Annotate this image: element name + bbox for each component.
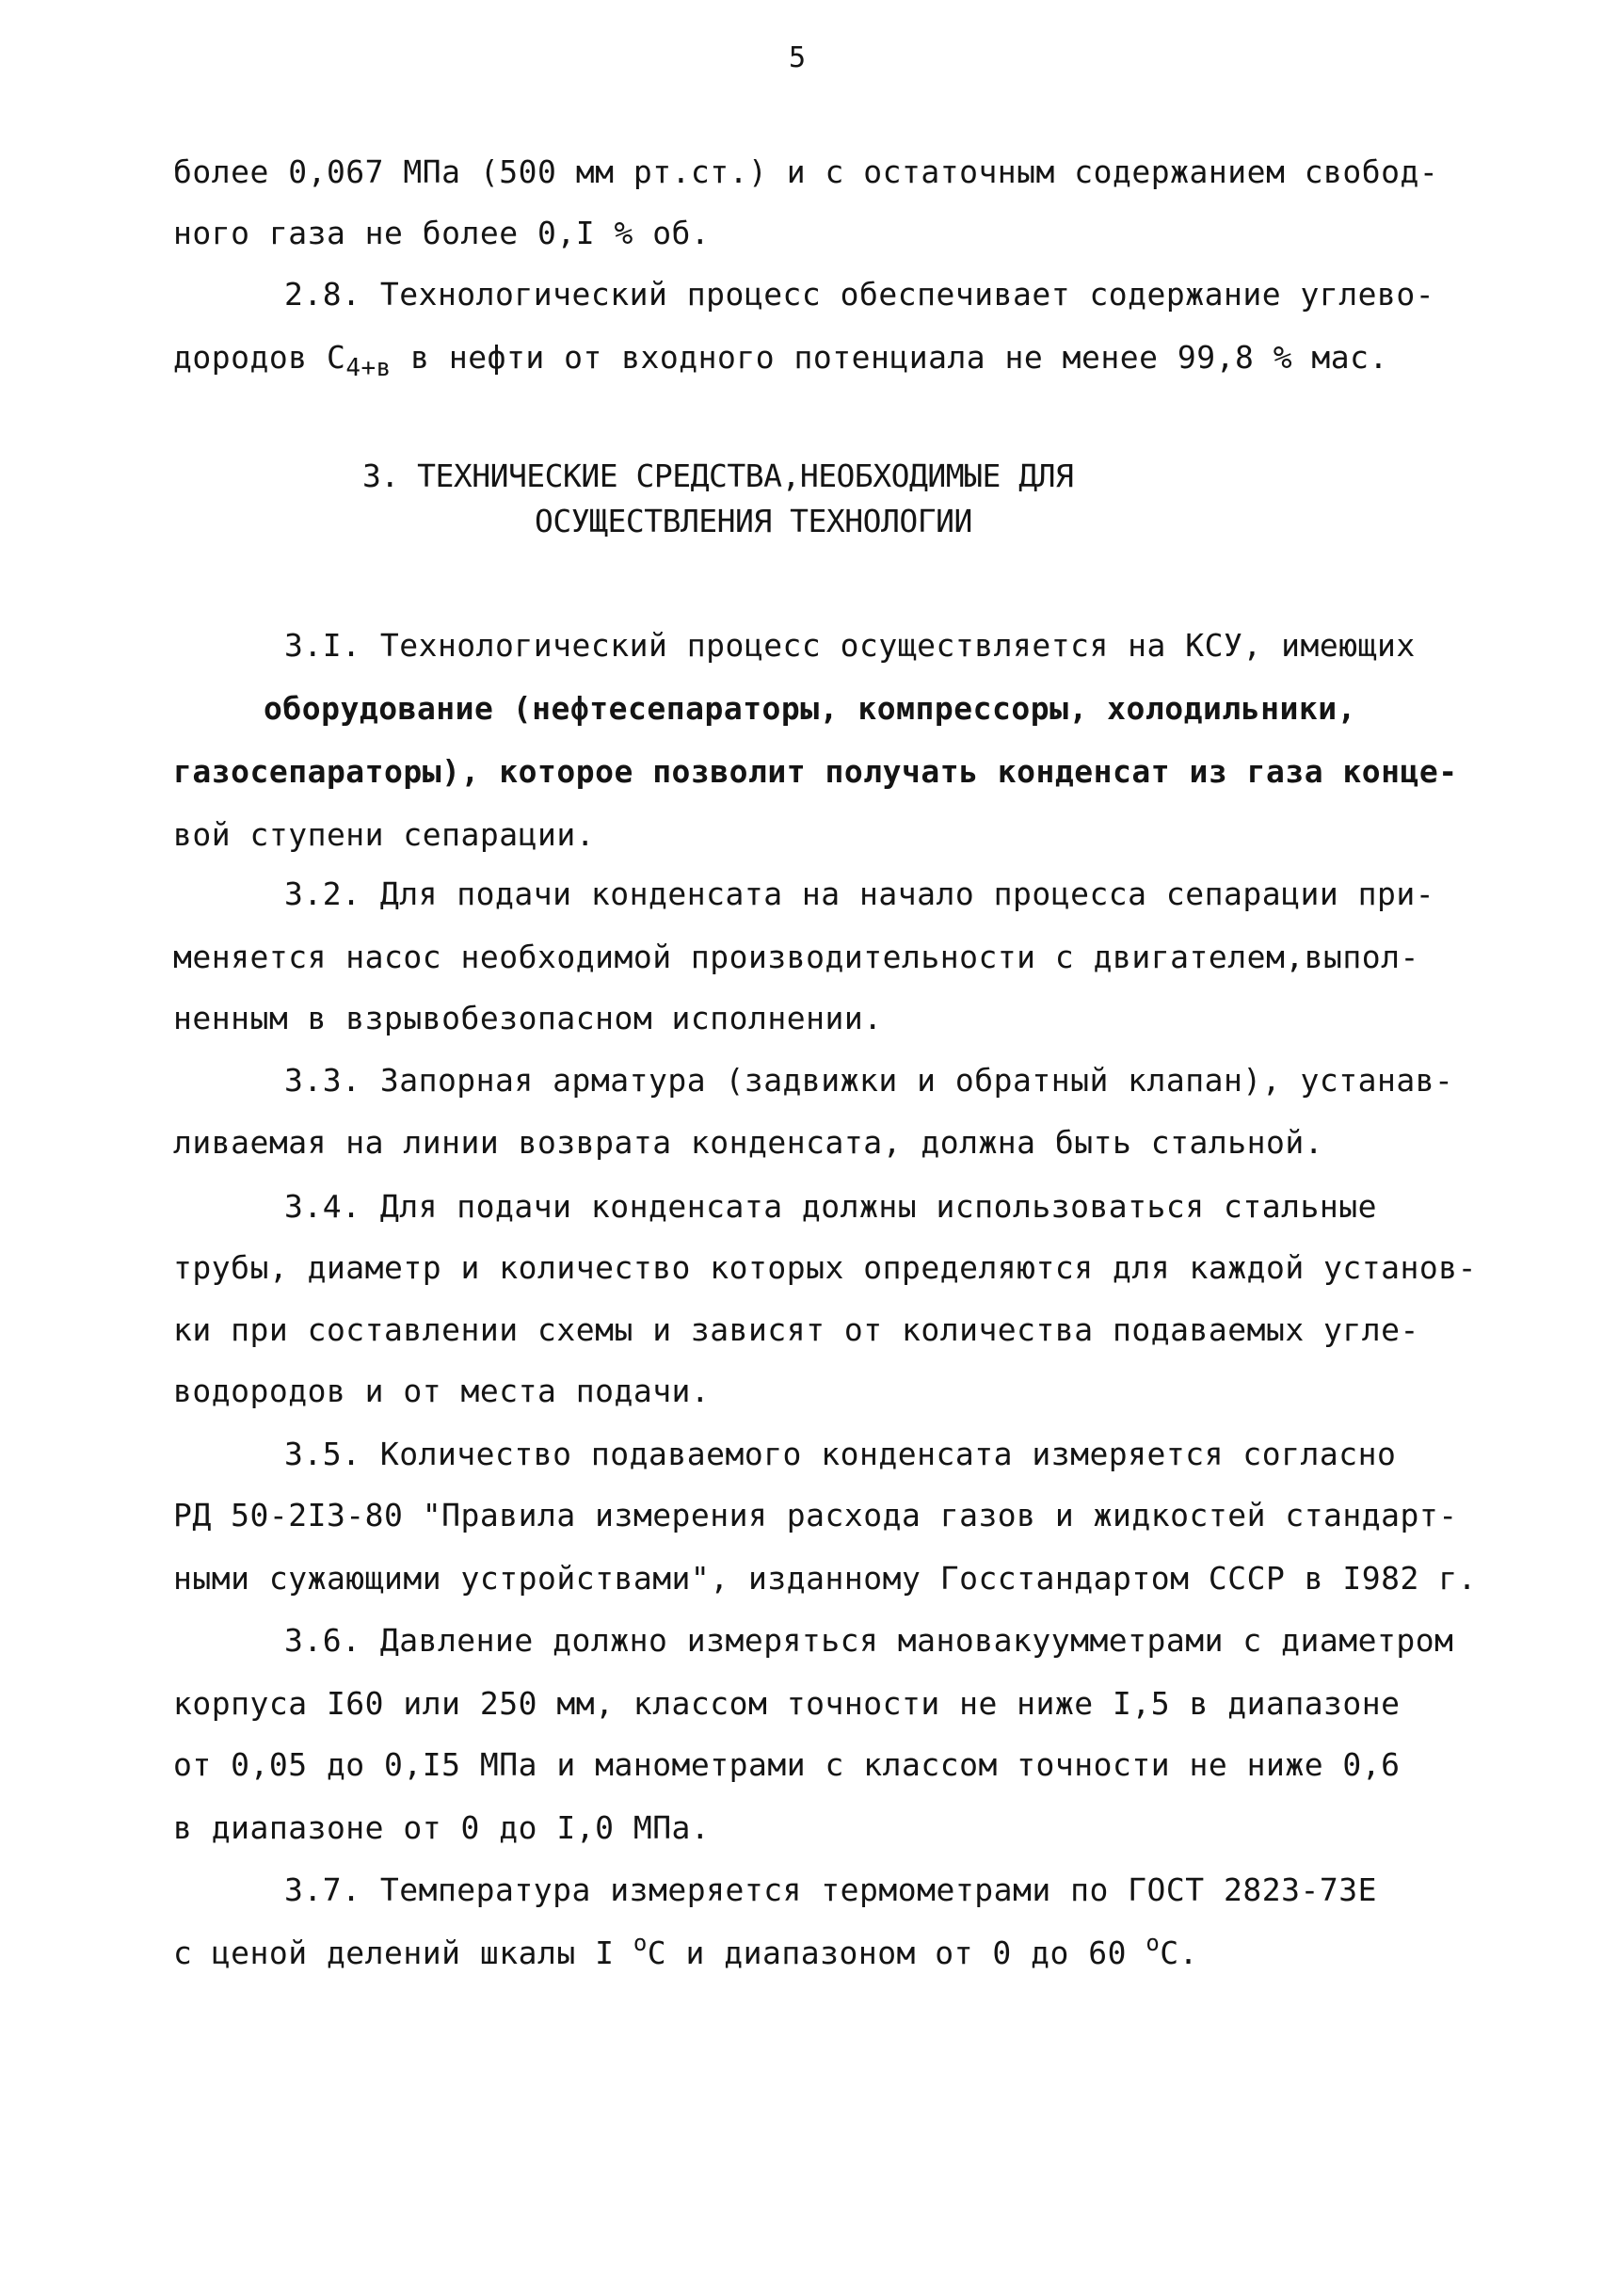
paragraph-line: 2.8. Технологический процесс обеспечивает содержание углево- bbox=[284, 276, 1435, 313]
degree-superscript: о bbox=[633, 1930, 648, 1956]
paragraph-line: оборудование (нефтесепараторы, компрессоры, холодильники, bbox=[264, 690, 1356, 727]
paragraph-line: 3.4. Для подачи конденсата должны использоваться стальные bbox=[284, 1188, 1377, 1225]
paragraph-line: от 0,05 до 0,I5 МПа и манометрами с классом точности не ниже 0,6 bbox=[173, 1746, 1401, 1783]
paragraph-line: 3.2. Для подачи конденсата на начало процесса сепарации при- bbox=[284, 875, 1435, 912]
section-heading: 3. ТЕХНИЧЕСКИЕ СРЕДСТВА,НЕОБХОДИМЫЕ ДЛЯ bbox=[362, 458, 1074, 494]
paragraph-line: 3.3. Запорная арматура (задвижки и обратный клапан), устанав- bbox=[284, 1062, 1454, 1099]
paragraph-line: водородов и от места подачи. bbox=[173, 1373, 711, 1409]
paragraph-line: вой ступени сепарации. bbox=[173, 816, 596, 853]
paragraph-line: ливаемая на линии возврата конденсата, должна быть стальной. bbox=[173, 1124, 1324, 1161]
paragraph-line: с ценой делений шкалы I $^о$С и диапазоном от 0 до 60 $^о$С. bbox=[173, 1930, 1199, 1971]
paragraph-line: дородов $С_{4+в}$ в нефти от входного потенциала не менее 99,8 % мас. bbox=[173, 339, 1388, 382]
paragraph-line: ки при составлении схемы и зависят от количества подаваемых угле- bbox=[173, 1311, 1419, 1348]
paragraph-line: 3.7. Температура измеряется термометрами по ГОСТ 2823-73Е bbox=[284, 1871, 1377, 1908]
paragraph-line: более 0,067 МПа (500 мм рт.ст.) и с остаточным содержанием свобод- bbox=[173, 153, 1439, 190]
paragraph-line: трубы, диаметр и количество которых определяются для каждой установ- bbox=[173, 1249, 1478, 1286]
subscript: 4+в bbox=[345, 354, 392, 382]
paragraph-line: 3.5. Количество подаваемого конденсата измеряется согласно bbox=[284, 1436, 1397, 1472]
paragraph-line: ного газа не более 0,I % об. bbox=[173, 215, 711, 251]
paragraph-line: ненным в взрывобезопасном исполнении. bbox=[173, 1000, 883, 1036]
paragraph-line: меняется насос необходимой производительности с двигателем,выпол- bbox=[173, 939, 1419, 975]
paragraph-line: корпуса I60 или 250 мм, классом точности не ниже I,5 в диапазоне bbox=[173, 1685, 1401, 1722]
degree-superscript: о bbox=[1145, 1930, 1161, 1956]
paragraph-line: газосепараторы), которое позволит получать конденсат из газа конце- bbox=[173, 753, 1458, 790]
paragraph-line: 3.I. Технологический процесс осуществляется на КСУ, имеющих bbox=[284, 627, 1416, 664]
paragraph-line: 3.6. Давление должно измеряться мановакуумметрами с диаметром bbox=[284, 1622, 1454, 1659]
section-heading: ОСУЩЕСТВЛЕНИЯ ТЕХНОЛОГИИ bbox=[535, 503, 972, 539]
paragraph-line: ными сужающими устройствами", изданному Госстандартом СССР в I982 г. bbox=[173, 1560, 1478, 1597]
paragraph-line: в диапазоне от 0 до I,0 МПа. bbox=[173, 1809, 711, 1846]
paragraph-line: РД 50-2I3-80 "Правила измерения расхода газов и жидкостей стандарт- bbox=[173, 1497, 1458, 1533]
page-number: 5 bbox=[789, 41, 807, 74]
